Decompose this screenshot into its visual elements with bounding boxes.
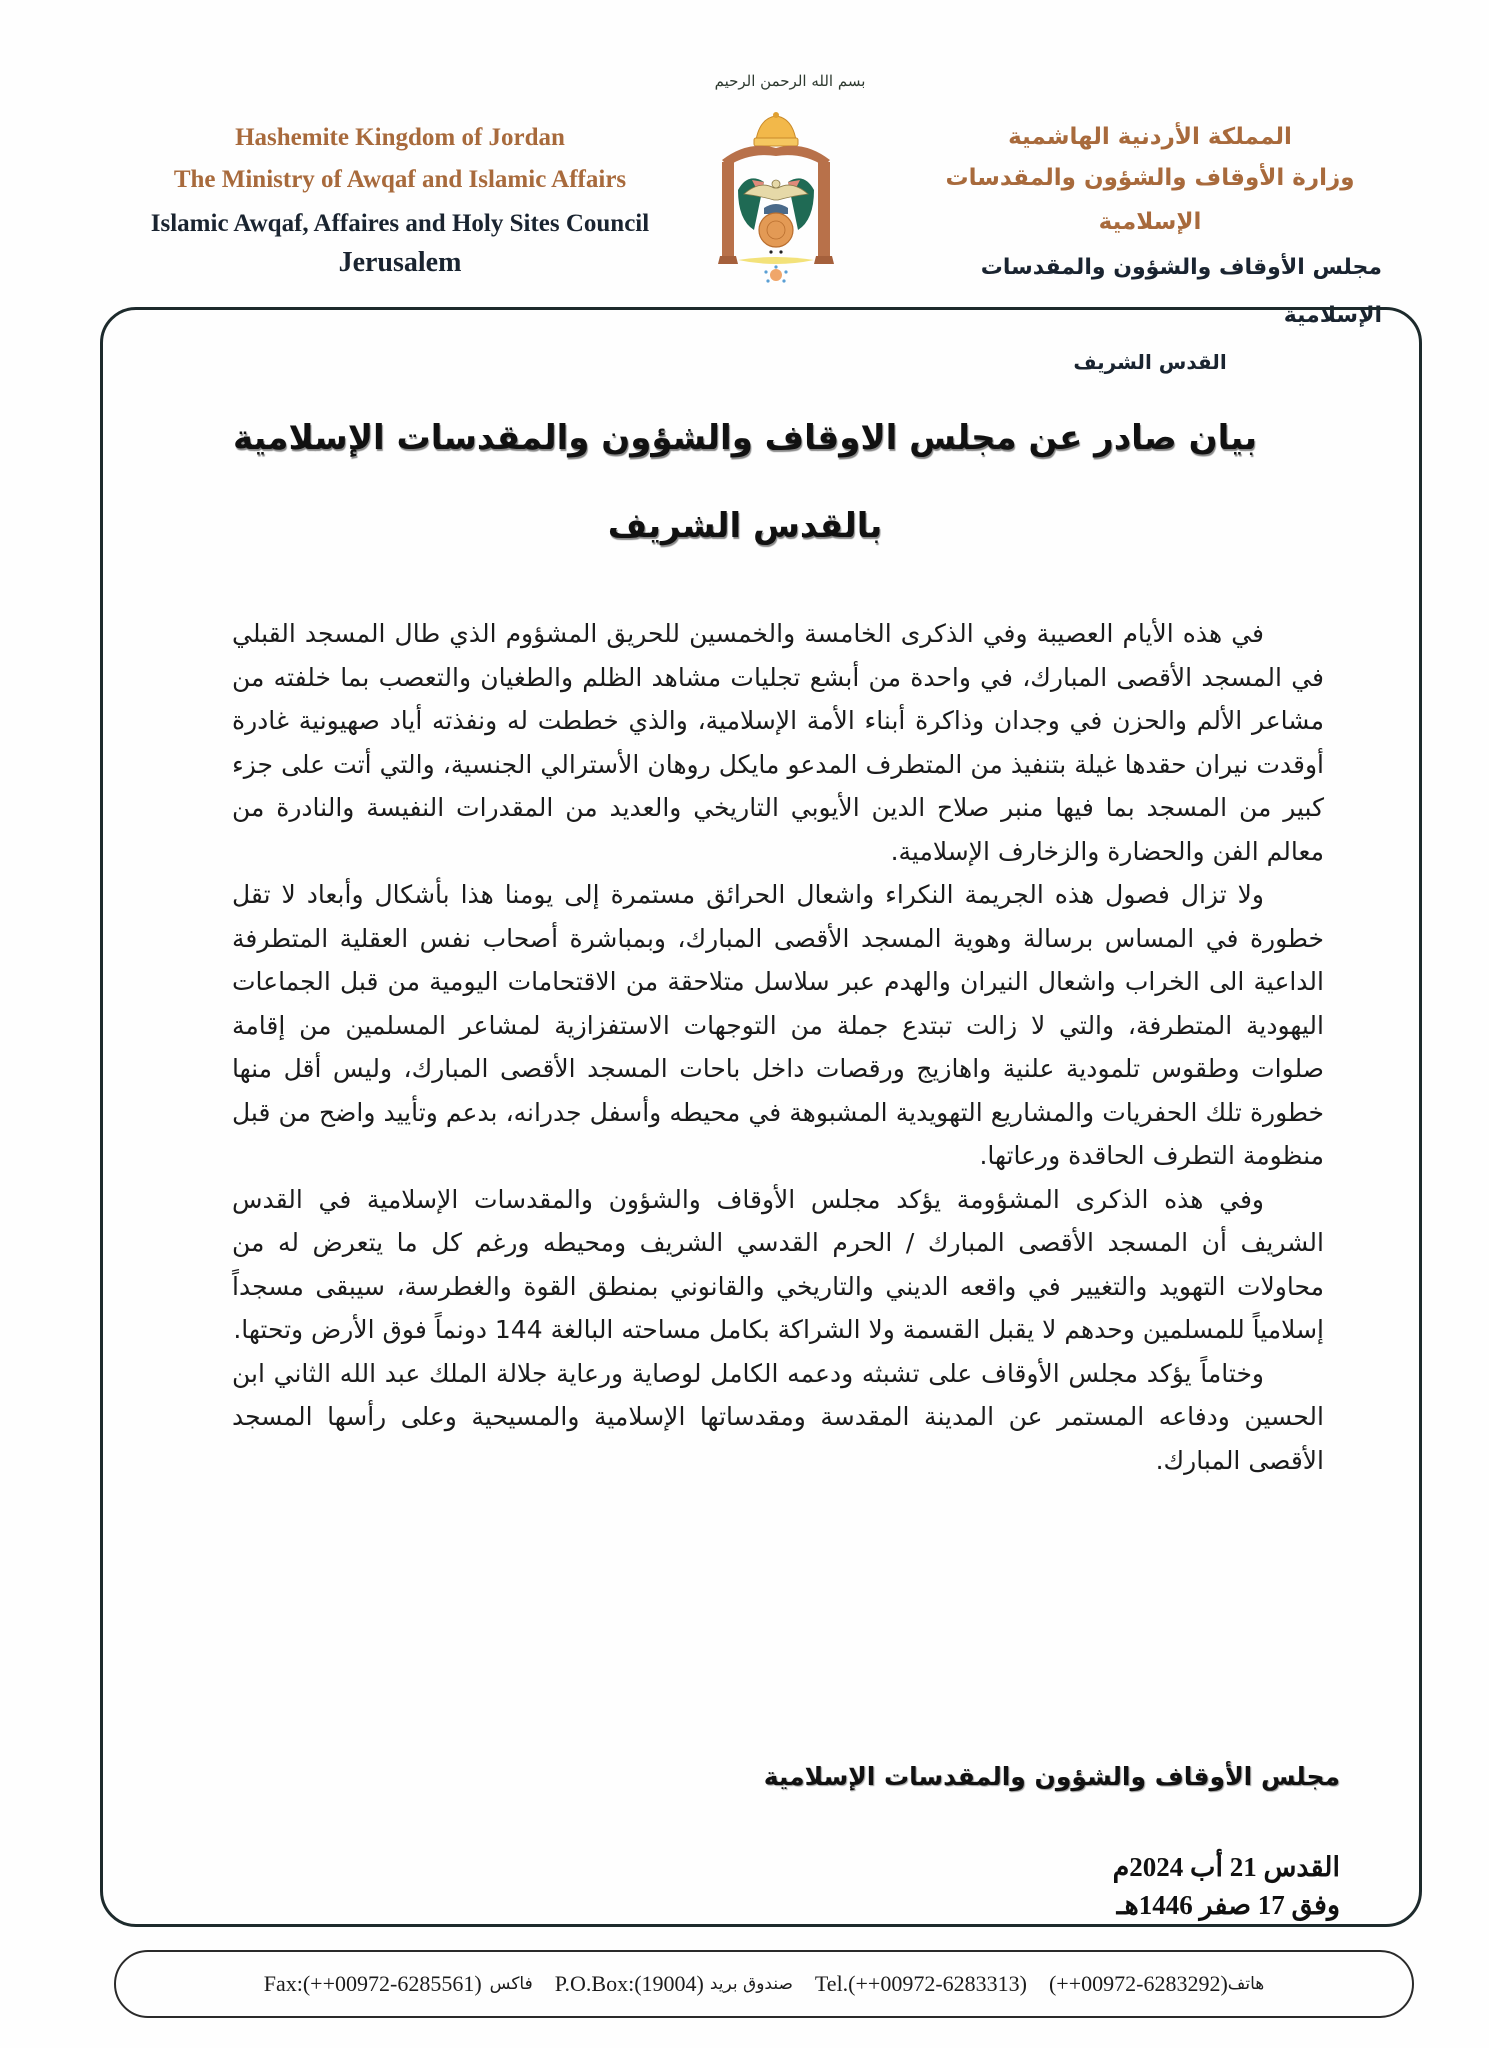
letterhead-english [100,118,700,280]
council-name-ar: مجلس الأوقاف والشؤون والمقدسات الإسلامية [980,255,1382,328]
pobox-number: P.O.Box:(19004) [554,1971,704,1996]
city-name-en: Jerusalem [338,247,462,278]
statement-body [232,612,1324,1482]
date-hijri: وفق 17 صفر 1446هـ [1116,1890,1340,1920]
fax-label-ar: فاكس [489,1974,533,1994]
coat-of-arms-icon [708,110,844,285]
city-name-ar: القدس الشريف [1073,350,1227,374]
tel-number-2: Tel.(++00972-6283313) [814,1971,1027,1996]
pobox-label-ar: صندوق بريد [709,1974,793,1994]
signature-council: مجلس الأوقاف والشؤون والمقدسات الإسلامية [763,1762,1340,1791]
paragraph: وختاماً يؤكد مجلس الأوقاف على تشبثه ودعمه الكامل لوصاية ورعاية جلالة الملك عبد الله الثاني ابن الحسين ودفاعه المستمر عن المدينة المقدسة ومقدساتها الإسلامية والمسيحية وعلى رأسها المسجد الأقصى المبارك. [232,1358,1324,1475]
fax-number: Fax:(++00972-6285561) [263,1971,482,1996]
paragraph: وفي هذه الذكرى المشؤومة يؤكد مجلس الأوقاف والشؤون والمقدسات الإسلامية في القدس الشريف أن المسجد الأقصى المبارك / الحرم القدسي الشريف ومحيطه ورغم كل ما يتعرض له من محاولات التهويد والتغيير في واقعه الديني والتاريخي والقانوني بمنطق القوة والغطرسة، سيبقى مسجداً إسلامياً للمسلمين وحدهم لا يقبل القسمة ولا الشراكة بكامل مساحته البالغة 144 دونماً فوق الأرض وتحتها. [232,1184,1324,1344]
paragraph: ولا تزال فصول هذه الجريمة النكراء واشعال الحرائق مستمرة إلى يومنا هذا بأشكال وأبعاد لا تقل خطورة في المساس برسالة وهوية المسجد الأقصى المبارك، وبمباشرة أصحاب نفس العقلية المتطرفة الداعية الى الخراب واشعال النيران والهدم عبر سلاسل متلاحقة من الاقتحامات اليومية من قبل الجماعات اليهودية المتطرفة، والتي لا زالت تبتدع جملة من التوجهات الاستفزازية لمشاعر المسلمين من إقامة صلوات وطقوس تلمودية علنية واهازيج ورقصات داخل باحات المسجد الأقصى المبارك، وليس أقل منها خطورة تلك الحفريات والمشاريع التهويدية المشبوهة في محيطه وأسفل جدرانه، بدعم وتأييد واضح من قبل منظومة التطرف الحاقدة ورعاتها. [232,880,1324,1170]
council-name-en: Islamic Awqaf, Affaires and Holy Sites Council [150,210,650,237]
kingdom-name-en: Hashemite Kingdom of Jordan [235,124,565,151]
tel-number-1: (++00972-6283292) [1048,1971,1228,1996]
contact-footer [114,1950,1414,2018]
paragraph: في هذه الأيام العصيبة وفي الذكرى الخامسة والخمسين للحريق المشؤوم الذي طال المسجد القبلي في المسجد الأقصى المبارك، في واحدة من أبشع تجليات مشاهد الظلم والطغيان والتعصب بما خلفته من مشاعر الألم والحزن في وجدان وذاكرة أبناء الأمة الإسلامية، والذي خططت له ونفذته أياد صهيونية غادرة أوقدت نيران حقدها غيلة بتنفيذ من المتطرف المدعو مايكل روهان الأسترالي الجنسية، والتي أتت على جزء كبير من المسجد بما فيها منبر صلاح الدين الأيوبي التاريخي والعديد من المقدرات النفيسة والنادرة من معالم الفن والحضارة والزخارف الإسلامية. [232,619,1324,866]
ministry-name-en: The Ministry of Awqaf and Islamic Affairs [173,166,627,193]
bismillah: بسم الله الرحمن الرحيم [714,72,866,90]
date-gregorian: القدس 21 أب 2024م [1112,1852,1340,1882]
tel-label-ar: هاتف [1227,1974,1265,1994]
statement-subtitle: بالقدس الشريف [607,506,883,546]
kingdom-name-ar: المملكة الأردنية الهاشمية [1008,124,1292,150]
statement-title: بيان صادر عن مجلس الاوقاف والشؤون والمقدسات الإسلامية [232,418,1258,458]
ministry-name-ar: وزارة الأوقاف والشؤون والمقدسات الإسلامية [945,165,1355,235]
